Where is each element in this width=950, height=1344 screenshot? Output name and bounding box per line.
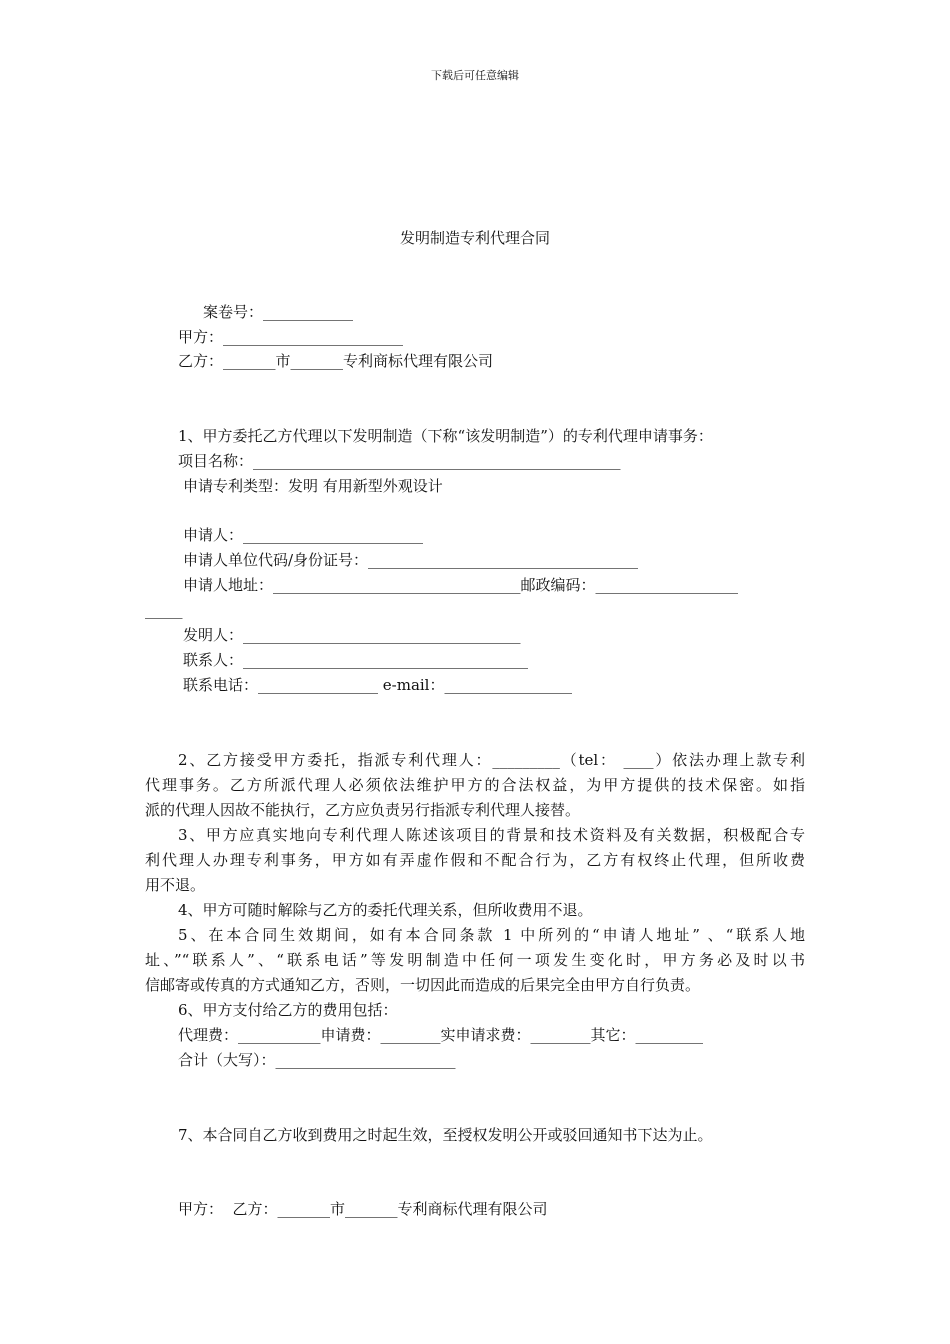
fee-total: 合计（大写）：________________________ [178, 1051, 456, 1069]
clause-7: 7、本合同自乙方收到费用之时起生效，至授权发明公开或驳回通知书下达为止。 [178, 1126, 713, 1144]
clause-3-line-1: 3、甲方应真实地向专利代理人陈述该项目的背景和技术资料及有关数据，积极配合专 [178, 826, 805, 844]
clause-6-intro: 6、甲方支付给乙方的费用包括： [178, 1001, 398, 1019]
applicant-code: 申请人单位代码/身份证号：____________________________________ [183, 551, 639, 569]
party-a: 甲方：________________________ [178, 328, 404, 346]
contact-person: 联系人：______________________________________ [183, 651, 529, 669]
party-b: 乙方：_______市_______专利商标代理有限公司 [178, 352, 494, 370]
applicant-address: 申请人地址：_________________________________邮政编码：___________________ [183, 576, 739, 594]
fee-items: 代理费：___________申请费：________实申请求费：________其它：_________ [178, 1026, 704, 1044]
signature-line: 甲方： 乙方：_______市_______专利商标代理有限公司 [178, 1200, 548, 1218]
clause-1-intro: 1、甲方委托乙方代理以下发明制造（下称“该发明制造”）的专利代理申请事务： [178, 427, 713, 445]
clause-4: 4、甲方可随时解除与乙方的委托代理关系，但所收费用不退。 [178, 901, 593, 919]
inventor: 发明人：_____________________________________ [183, 626, 521, 644]
page-header: 下载后可任意编辑 [431, 69, 519, 82]
clause-2-line-2: 代理事务。乙方所派代理人必须依法维护甲方的合法权益，为甲方提供的技术保密。如指 [145, 776, 805, 794]
clause-2-line-3: 派的代理人因故不能执行，乙方应负责另行指派专利代理人接替。 [145, 801, 581, 819]
clause-2-line-1: 2、乙方接受甲方委托，指派专利代理人：_________（tel： ____）依法办理上款专利 [178, 751, 805, 769]
applicant-address-cont: _____ [145, 601, 183, 619]
contact-phone: 联系电话：________________ e-mail：_________________ [183, 676, 572, 694]
document-title: 发明制造专利代理合同 [399, 229, 550, 247]
clause-3-line-2: 利代理人办理专利事务，甲方如有弄虚作假和不配合行为，乙方有权终止代理，但所收费 [145, 851, 805, 869]
clause-5-line-1: 5、在本合同生效期间，如有本合同条款 1 中所列的“申请人地址” 、“联系人地 [178, 926, 805, 944]
clause-3-line-3: 用不退。 [145, 876, 206, 894]
applicant: 申请人：________________________ [183, 526, 424, 544]
clause-5-line-2: 址、”“联系人”、“联系电话”等发明制造中任何一项发生变化时，甲方务必及时以书 [145, 951, 805, 969]
project-name: 项目名称：_________________________________________________ [178, 452, 621, 470]
patent-type: 申请专利类型：发明 有用新型外观设计 [183, 477, 443, 495]
clause-5-line-3: 信邮寄或传真的方式通知乙方，否则，一切因此而造成的后果完全由甲方自行负责。 [145, 976, 701, 994]
case-number: 案卷号：____________ [203, 303, 354, 321]
